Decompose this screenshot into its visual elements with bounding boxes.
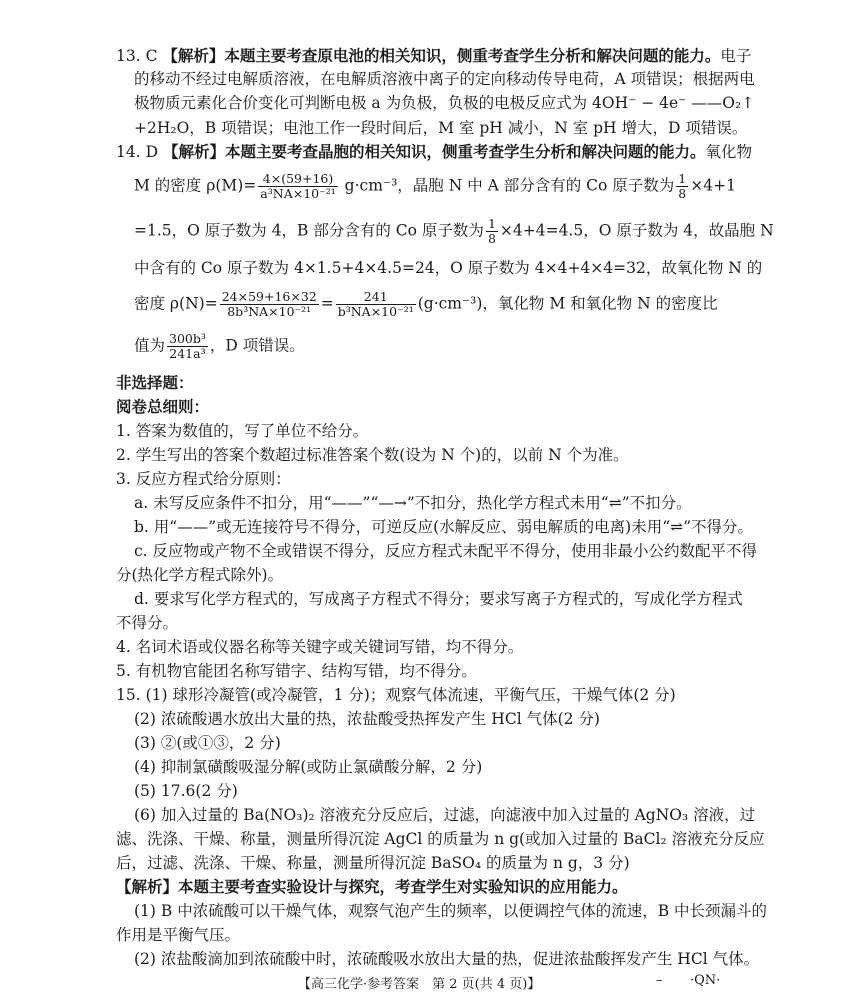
footer-dash: – (656, 973, 663, 988)
analysis-tag: 【解析】 (116, 877, 179, 896)
q15-answer-1: 15. (1) 球形冷凝管(或冷凝管，1 分)；观察气体流速，平衡气压，干燥气体(2 分) (116, 686, 676, 704)
rule-3d-cont: 不得分。 (116, 614, 179, 632)
q15-explain-1: (1) B 中浓硫酸可以干燥气体，观察气泡产生的频率，以便调控气体的流速，B 中长颈漏斗的 (134, 902, 768, 920)
rule-3d: d. 要求写化学方程式的，写成离子方程式不得分；要求写离子方程式的，写成化学方程式 (134, 590, 743, 608)
q14-heading: 本题主要考查晶胞的相关知识，侧重考查学生分析和解决问题的能力。 (224, 142, 706, 161)
q14-line-4: 中含有的 Co 原子数为 4×1.5+4×4.5=24，O 原子数为 4×4+4×4=32，故氧化物 N 的 (134, 259, 763, 277)
q13-heading: 本题主要考查原电池的相关知识，侧重考查学生分析和解决问题的能力。 (224, 46, 721, 65)
rule-3c-cont: 分(热化学方程式除外)。 (116, 566, 284, 584)
q13-line-3: 极物质元素化合价变化可判断电极 a 为负极，负极的电极反应式为 4OH⁻ − 4e⁻ ——O₂↑ (134, 94, 755, 112)
rule-3c: c. 反应物或产物不全或错误不得分，反应方程式未配平不得分，使用非最小公约数配平不得 (134, 542, 758, 560)
q13-line-4: +2H₂O，B 项错误；电池工作一段时间后，M 室 pH 减小，N 室 pH 增大，D 项错误。 (134, 119, 748, 137)
q15-answer-6-cont: 滤、洗涤、干燥、称量，测量所得沉淀 AgCl 的质量为 n g(或加入过量的 BaCl₂ 溶液充分反应 (116, 830, 765, 848)
rule-3a: a. 未写反应条件不扣分，用“——”“—→”不扣分，热化学方程式未用“⇌”不扣分。 (134, 494, 692, 512)
fraction: $\frac{24\times 59+16\times 32}{\text{8b³NA×10⁻²¹}}$ (221, 289, 317, 319)
q15-answer-6-cont2: 后，过滤、洗涤、干燥、称量，测量所得沉淀 BaSO₄ 的质量为 n g，3 分) (116, 854, 630, 872)
fraction: $\frac{241}{\text{b³NA×10⁻²¹}}$ (337, 289, 414, 319)
rules-title: 阅卷总细则： (116, 397, 210, 416)
q15-explain-1-cont: 作用是平衡气压。 (116, 926, 241, 944)
q14-line-6: 值为 $\frac{\text{300b³}}{\text{241a³}}$ ，D 项错误。 (134, 331, 305, 361)
q15-answer-3: (3) ②(或①③，2 分) (134, 734, 281, 752)
fraction: $\frac{\text{300b³}}{\text{241a³}}$ (169, 331, 206, 361)
rule-5: 5. 有机物官能团名称写错字、结构写错，均不得分。 (116, 662, 477, 680)
rule-4: 4. 名词术语或仪器名称等关键字或关键词写错，均不得分。 (116, 638, 524, 656)
q15-explain-2: (2) 浓盐酸滴加到浓硫酸中时，浓硫酸吸水放出大量的热，促进浓盐酸挥发产生 HCl 气体。 (134, 950, 760, 968)
q14-line-5: 密度 ρ(N)= $\frac{24\times 59+16\times 32}{\text{8b³NA×10⁻²¹}}$ = $\frac{241}{\text{b³NA×10⁻²¹}}$ (g·cm⁻³)，氧化物 M 和氧化物 N 的密度比 (134, 289, 718, 319)
q15-answer-5: (5) 17.6(2 分) (134, 782, 238, 800)
rule-1: 1. 答案为数值的，写了单位不给分。 (116, 422, 369, 440)
fraction: $\frac{1}{8}$ (487, 216, 496, 246)
q14-line-2: M 的密度 ρ(M)= $\frac{4\times(59+16)}{\text{a³NA×10⁻²¹}}$ g·cm⁻³，晶胞 N 中 A 部分含有的 Co 原子数为 $\frac{1}{8}$ ×4+1 (134, 171, 736, 201)
q14-line-1: 14. D 【解析】本题主要考查晶胞的相关知识，侧重考查学生分析和解决问题的能力。氧化物 (116, 142, 752, 161)
rule-3: 3. 反应方程式给分原则： (116, 470, 291, 488)
q14-label: 14. D (116, 143, 159, 161)
q13-line-2: 的移动不经过电解质溶液，在电解质溶液中离子的定向移动传导电荷，A 项错误；根据两电 (134, 70, 755, 88)
fraction: $\frac{1}{8}$ (678, 171, 687, 201)
footer-page-info: 【高三化学·参考答案 第 2 页(共 4 页)】 (298, 977, 541, 992)
q14-line-3: =1.5，O 原子数为 4，B 部分含有的 Co 原子数为 $\frac{1}{8}$ ×4+4=4.5，O 原子数为 4，故晶胞 N (134, 216, 774, 246)
fraction: $\frac{4\times(59+16)}{\text{a³NA×10⁻²¹}}$ (260, 171, 336, 201)
analysis-tag: 【解析】 (162, 142, 225, 161)
rule-3b: b. 用“——”或无连接符号不得分，可逆反应(水解反应、弱电解质的电离)未用“⇌”不得分。 (134, 518, 754, 536)
footer-code: ·QN· (690, 973, 721, 988)
q13-label: 13. C (116, 47, 158, 65)
section-title: 非选择题： (116, 373, 194, 392)
q15-analysis-heading: 【解析】本题主要考查实验设计与探究，考查学生对实验知识的应用能力。 (116, 877, 628, 896)
rule-2: 2. 学生写出的答案个数超过标准答案个数(设为 N 个)的，以前 N 个为准。 (116, 446, 629, 464)
q15-answer-2: (2) 浓硫酸遇水放出大量的热，浓盐酸受热挥发产生 HCl 气体(2 分) (134, 710, 600, 728)
q15-answer-4: (4) 抑制氯磺酸吸湿分解(或防止氯磺酸分解，2 分) (134, 758, 483, 776)
q13-line-1: 13. C 【解析】本题主要考查原电池的相关知识，侧重考查学生分析和解决问题的能力。电子 (116, 46, 752, 65)
analysis-tag: 【解析】 (162, 46, 225, 65)
q15-answer-6: (6) 加入过量的 Ba(NO₃)₂ 溶液充分反应后，过滤，向滤液中加入过量的 AgNO₃ 溶液，过 (134, 806, 756, 824)
